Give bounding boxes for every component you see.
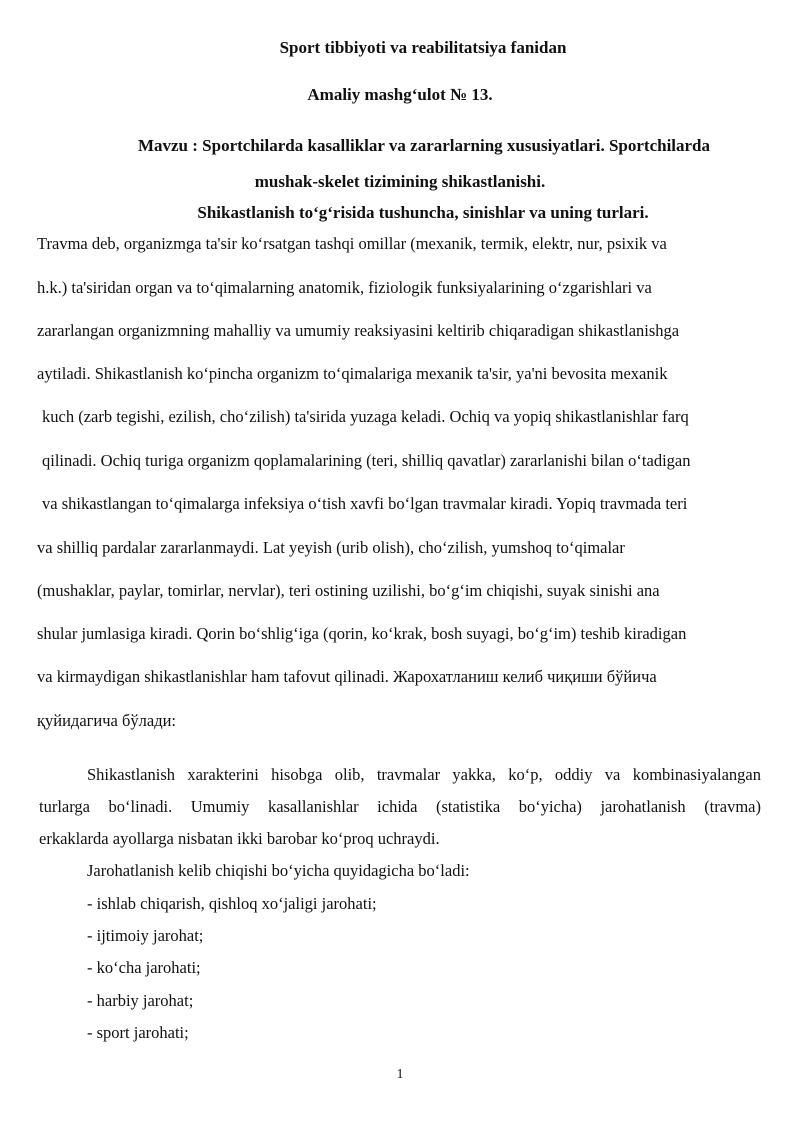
list-item: - ko‘cha jarohati; — [87, 958, 201, 977]
paragraph-1-line: aytiladi. Shikastlanish ko‘pincha organizm to‘qimalariga mexanik ta'sir, ya'ni bevosita mexanik — [37, 364, 668, 383]
list-intro: Jarohatlanish kelib chiqishi bo‘yicha quyidagicha bo‘ladi: — [87, 861, 470, 880]
paragraph-1-line: Travma deb, organizmga ta'sir ko‘rsatgan tashqi omillar (mexanik, termik, elektr, nur, psixik va — [37, 234, 667, 253]
paragraph-1-line: va shikastlangan to‘qimalarga infeksiya o‘tish xavfi bo‘lgan travmalar kiradi. Yopiq travmada teri — [42, 494, 688, 513]
paragraph-2-line: erkaklarda ayollarga nisbatan ikki barobar ko‘proq uchraydi. — [39, 829, 440, 848]
document-title: Sport tibbiyoti va reabilitatsiya fanidan — [279, 38, 567, 57]
topic-line-3: Shikastlanish to‘g‘risida tushuncha, sinishlar va uning turlari. — [197, 203, 649, 222]
list-item: - harbiy jarohat; — [87, 991, 194, 1010]
paragraph-2-line: Shikastlanish xarakterini hisobga olib, travmalar yakka, ko‘p, oddiy va kombinasiyalangan — [87, 765, 761, 784]
paragraph-1-line: qilinadi. Ochiq turiga organizm qoplamalarining (teri, shilliq qavatlar) zararlanishi bilan o‘tadigan — [42, 451, 691, 470]
paragraph-2-line: turlarga bo‘linadi. Umumiy kasallanishlar ichida (statistika bo‘yicha) jarohatlanish (travma) — [39, 797, 761, 816]
paragraph-1-line: zararlangan organizmning mahalliy va umumiy reaksiyasini keltirib chiqaradigan shikastlanishga — [37, 321, 680, 340]
paragraph-1-line: қуйидагича бўлади: — [37, 711, 177, 730]
lesson-number: Amaliy mashg‘ulot № 13. — [307, 85, 493, 104]
paragraph-1-line: kuch (zarb tegishi, ezilish, cho‘zilish) ta'sirida yuzaga keladi. Ochiq va yopiq shikastlanishlar farq — [42, 407, 689, 426]
paragraph-1-line: va shilliq pardalar zararlanmaydi. Lat yeyish (urib olish), cho‘zilish, yumshoq to‘qimalar — [37, 538, 625, 557]
list-item: - ishlab chiqarish, qishloq xo‘jaligi jarohati; — [87, 894, 377, 913]
topic-line-2: mushak-skelet tizimining shikastlanishi. — [254, 172, 546, 191]
topic-line-1: Mavzu : Sportchilarda kasalliklar va zararlarning xususiyatlari. Sportchilarda — [137, 136, 711, 155]
paragraph-1-line: shular jumlasiga kiradi. Qorin bo‘shlig‘iga (qorin, ko‘krak, bosh suyagi, bo‘g‘im) teshib kiradigan — [37, 624, 687, 643]
page-number: 1 — [396, 1067, 404, 1082]
paragraph-1-line: va kirmaydigan shikastlanishlar ham tafovut qilinadi. Жарохатланиш келиб чиқиши бўйича — [37, 667, 657, 686]
paragraph-1-line: (mushaklar, paylar, tomirlar, nervlar), teri ostining uzilishi, bo‘g‘im chiqishi, suyak sinishi ana — [37, 581, 660, 600]
list-item: - ijtimoiy jarohat; — [87, 926, 204, 945]
paragraph-1-line: h.k.) ta'siridan organ va to‘qimalarning anatomik, fiziologik funksiyalarining o‘zgarishlari va — [37, 278, 652, 297]
list-item: - sport jarohati; — [87, 1023, 189, 1042]
